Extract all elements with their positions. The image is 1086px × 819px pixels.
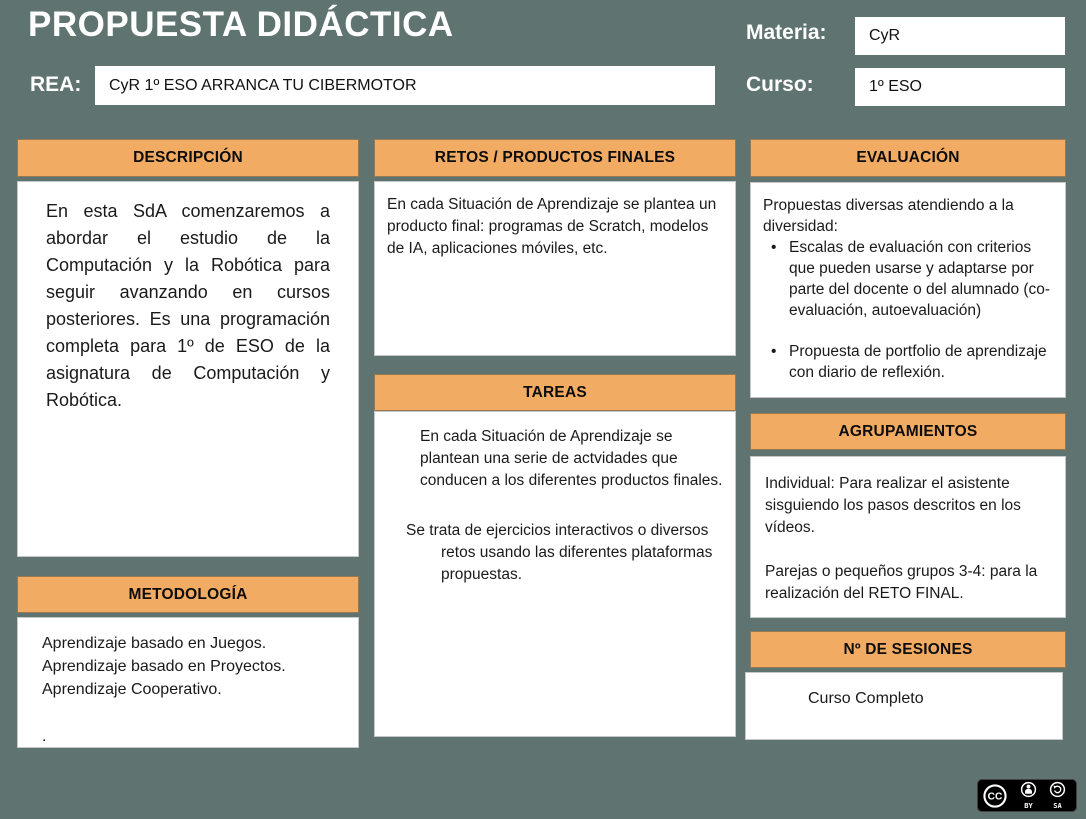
cc-by-person-icon: [1020, 781, 1037, 802]
svg-text:CC: CC: [987, 791, 1003, 803]
agrupamientos-paragraph-2: Parejas o pequeños grupos 3-4: para la realización del RETO FINAL.: [765, 563, 1038, 602]
descripcion-header: DESCRIPCIÓN: [17, 139, 359, 177]
metodologia-header: METODOLOGÍA: [17, 576, 359, 613]
evaluacion-bullet: • Propuesta de portfolio de aprendizaje con diario de reflexión.: [763, 341, 1053, 383]
tareas-box: [374, 411, 736, 737]
agrupamientos-header: AGRUPAMIENTOS: [750, 413, 1066, 450]
cc-sa-label: SA: [1053, 802, 1062, 810]
sesiones-header: Nº DE SESIONES: [750, 631, 1066, 668]
cc-logo-icon: [982, 783, 1008, 809]
metodologia-line: Aprendizaje Cooperativo.: [42, 681, 222, 698]
descripcion-box: [17, 181, 359, 557]
metodologia-line: Aprendizaje basado en Juegos.: [42, 635, 267, 652]
tareas-paragraph-2: Se trata de ejercicios interactivos o diversos retos usando las diferentes plataformas propuestas.: [406, 522, 713, 583]
materia-label: Materia:: [746, 21, 827, 44]
curso-label: Curso:: [746, 73, 814, 96]
metodologia-box: [17, 617, 359, 748]
cc-sa-arrow-icon: [1049, 781, 1066, 802]
rea-field[interactable]: CyR 1º ESO ARRANCA TU CIBERMOTOR: [95, 66, 715, 105]
retos-header: RETOS / PRODUCTOS FINALES: [374, 139, 736, 177]
evaluacion-bullet: • Escalas de evaluación con criterios que pueden usarse y adaptarse por parte del docente o del alumnado (co-evaluación, autoevaluación): [763, 237, 1053, 321]
cc-by-sa-license-badge[interactable]: [977, 779, 1077, 812]
page-title: PROPUESTA DIDÁCTICA: [28, 5, 454, 44]
retos-text: En cada Situación de Aprendizaje se plantea un producto final: programas de Scratch, modelos de IA, aplicaciones móviles, etc.: [387, 196, 717, 257]
curso-field[interactable]: 1º ESO: [855, 68, 1065, 106]
evaluacion-header: EVALUACIÓN: [750, 139, 1066, 177]
tareas-header: TAREAS: [374, 374, 736, 411]
evaluacion-intro: Propuestas diversas atendiendo a la diversidad:: [763, 197, 1014, 235]
metodologia-trailing-dot: .: [42, 728, 47, 745]
evaluacion-box: [750, 182, 1066, 398]
metodologia-line: Aprendizaje basado en Proyectos.: [42, 658, 286, 675]
rea-label: REA:: [30, 73, 82, 96]
materia-field[interactable]: CyR: [855, 17, 1065, 55]
retos-box: [374, 181, 736, 356]
cc-by-label: BY: [1024, 802, 1033, 810]
sesiones-box: [745, 672, 1063, 740]
tareas-paragraph-1: En cada Situación de Aprendizaje se plantean una serie de actvidades que conducen a los diferentes productos finales.: [420, 428, 723, 489]
agrupamientos-paragraph-1: Individual: Para realizar el asistente sisguiendo los pasos descritos en los vídeos.: [765, 475, 1021, 536]
descripcion-text: En esta SdA comenzaremos a abordar el estudio de la Computación y la Robótica para seguir avanzando en cursos posteriores. Es una programación completa para 1º de ESO de la asignatura de Computación y Robótica.: [46, 201, 330, 410]
agrupamientos-box: [750, 456, 1066, 618]
sesiones-value: Curso Completo: [808, 690, 924, 707]
